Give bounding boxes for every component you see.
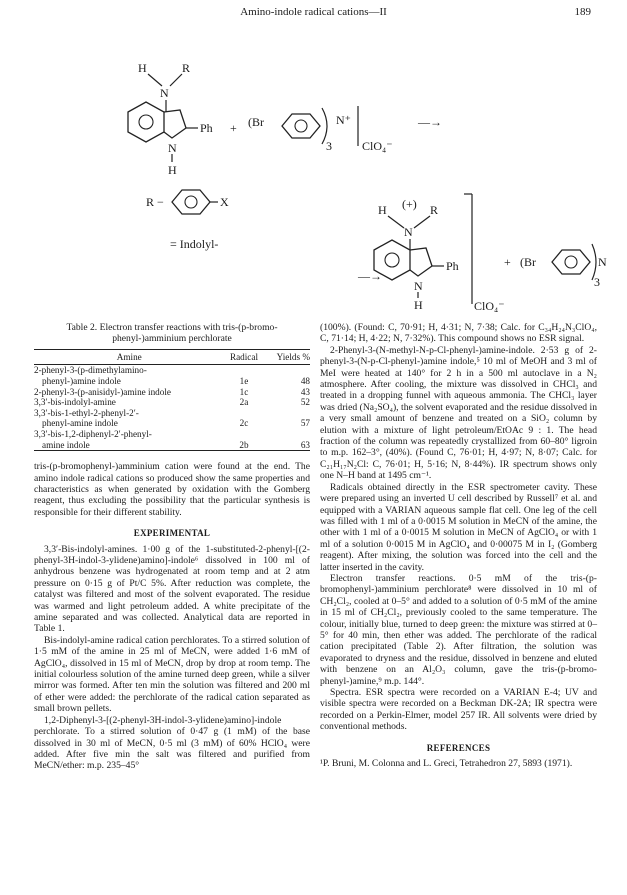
table-row: 2-phenyl-3-(p-dimethylamino- — [34, 365, 147, 376]
indole-reactant — [128, 61, 213, 177]
paragraph: Bis-indolyl-amine radical cation perchlorates. To a stirred solution of 1·5 mM of the amine in 25 ml of MeCN, were added 1·6 mM of AgClO₄, dissolved in 15 ml of MeCN, drop by drop at room temp. The initial colourless solution of the amine turned deep green, while a silver mirror was formed. After ten min the solution was filtered and 200 ml of ether were added: the perchlorate of the radical cation separated as small brown pellets. — [34, 634, 310, 715]
svg-text:X: X — [220, 195, 229, 209]
plus-sign-2: + — [504, 255, 511, 269]
svg-text:R: R — [182, 61, 191, 75]
col-header-yields: Yields % — [264, 349, 311, 365]
paragraph: Spectra. ESR spectra were recorded on a VARIAN E-4; UV and visible spectra were recorded on a Beckman DK-2A; IR spectra were recorded on a Perkin-Elmer, model 257 IR. All solvents were dried by conventional methods. — [320, 687, 597, 733]
svg-text:H: H — [414, 298, 423, 312]
svg-text:H: H — [378, 203, 387, 217]
svg-text:N: N — [404, 225, 413, 239]
table-row: phenyl-)amine indole 1e 48 — [42, 376, 310, 386]
running-header: Amino-indole radical cations—II — [240, 6, 387, 18]
table-row: phenyl-amine indole 2c 57 — [42, 418, 310, 429]
svg-text:N: N — [414, 279, 423, 293]
svg-text:ClO₄⁻: ClO₄⁻ — [362, 139, 393, 153]
amminium-reagent — [248, 106, 393, 153]
paragraph: 2-Phenyl-3-(N-methyl-N-p-Cl-phenyl-)amine-indole. 2·53 g of 2-phenyl-3-(N-p-Cl-phenyl-)amine indole,⁵ 10 ml of MeOH and 3 ml of MeI were heated at 140° for 2 h in a 500 ml autoclave in a N₂ atmosphere. After cooling, the mixture was dissolved in CHCl₃ and treated in a dropping funnel with aqueous ammonia. The CHCl₃ layer was dried (Na₂SO₄), the solvent evaporated and the residue dissolved in a very small amount of benzene and treated on a SiO₂ column by elution with a mixture of light petroleum/EtOAc 9 : 1. The head fraction of the column was repeatedly crystallized from 60–80° ligroin to m.p. 162–3°, (40%). (Found C, 76·01; H, 4·97; N, 8·07; Calc. for C₂₁H₁₇N₂Cl: C, 76·01; H, 5·16; N, 8·44%). IR spectrum shows only one N–H band at 1495 cm⁻¹. — [320, 344, 597, 482]
svg-text:R −: R − — [146, 195, 164, 209]
table-row: 3,3′-bis-1,2-diphenyl-2′-phenyl- — [34, 428, 152, 439]
paragraph: Electron transfer reactions. 0·5 mM of the tris-(p-bromophenyl-)amminium perchlorate⁸ were dissolved in 10 ml of CH₂Cl₂, cooled at 0–5° and added to a solution of 0·5 mM of the amine in 15 ml of CH₂Cl₂, previously cooled to the same temperature. The colour, initially blue, turned to deep green: the mixture was stirred at 0–5° for 40 min, then ether was added. The perchlorate of the radical cation precipitated (Table 2). After filtration, the solution was evaporated to dryness and the residue, dissolved in benzene and eluted with benzene on an Al₂O₃ column, gave the tris-(p-bromo-phenyl-)amine,⁹ m.p. 144°. — [320, 572, 597, 687]
svg-text:Ph: Ph — [446, 259, 459, 273]
col-header-radical: Radical — [224, 349, 263, 365]
radical-cation-product — [374, 194, 505, 312]
paragraph: 1,2-Diphenyl-3-[(2-phenyl-3H-indol-3-ylidene)amino]-indole perchlorate. To a stirred solution of 0·47 g (1 mM) of the base dissolved in 30 ml of MeCN, 0·5 ml (3 mM) of 60% HClO₄ were added. After five min the salt was filtered and purified from MeCN/ether: m.p. 235–45° — [34, 714, 310, 772]
reference-item: ¹P. Bruni, M. Colonna and L. Greci, Tetrahedron 27, 5893 (1971). — [320, 758, 573, 770]
electron-transfer-table — [34, 349, 310, 451]
table-row: 2-phenyl-3-(p-anisidyl-)amine indole 1c 43 — [34, 386, 310, 397]
table-row: 3,3′-bis-1-ethyl-2-phenyl-2′- — [34, 407, 139, 418]
plus-sign: + — [230, 121, 237, 135]
svg-text:H: H — [168, 163, 177, 177]
svg-text:Ph: Ph — [200, 121, 213, 135]
intro-paragraph: tris-(p-bromophenyl-)amminium cation were found at the end. The amino indole radical cations so produced show the same properties and characteristics as when generated by oxidation with the Gomberg reagent, thus excluding the possibility that the particular synthesis is responsible for their different stability. — [34, 461, 310, 518]
table-row: 3,3′-bis-indolyl-amine 2a 52 — [34, 397, 310, 408]
svg-text:(+): (+) — [402, 197, 417, 211]
svg-text:3: 3 — [326, 139, 332, 153]
svg-text:N: N — [168, 141, 177, 155]
reaction-scheme — [20, 22, 610, 312]
triarylamine-product — [520, 244, 607, 289]
references-heading: REFERENCES — [426, 742, 491, 753]
paragraph: (100%). (Found: C, 70·91; H, 4·31; N, 7·38; Calc. for C₃₄H₂₄N₃ClO₄, C, 71·14; H, 4·22; N, 7·32%). This compound shows no ESR signal. — [320, 322, 597, 345]
svg-text:N: N — [598, 255, 607, 269]
svg-text:N: N — [160, 86, 169, 100]
left-column — [34, 322, 310, 772]
svg-text:(Br: (Br — [248, 115, 264, 129]
table-caption: Table 2. Electron transfer reactions with tris-(p-bromo- phenyl-)amminium perchlorate — [66, 322, 278, 345]
col-header-amine: Amine — [34, 349, 224, 365]
right-column — [320, 322, 597, 769]
reaction-arrow: —→ — [418, 115, 442, 129]
svg-text:(Br: (Br — [520, 255, 536, 269]
svg-text:3: 3 — [594, 275, 600, 289]
svg-text:= Indolyl-: = Indolyl- — [170, 237, 219, 251]
section-heading: EXPERIMENTAL — [133, 528, 211, 539]
r-definition — [146, 190, 229, 251]
page-number: 189 — [574, 6, 591, 18]
paragraph: Radicals obtained directly in the ESR spectrometer cavity. These were prepared using an inverted U cell described by Russell⁷ et al. and equipped with a VARIAN aqueous sample flat cell. One leg of the cell was filled with 1 ml of a 0·0015 M solution in MeCN of the amine, the other with 1 ml of a 0·0015 M solution in MeCN of AgClO₄ or with 1 ml of a solution 0·0015 M in AgClO₄ and 0·00075 M in I₂ (Gomberg reagent). After mixing, the solution was forced into the cell and the latter inserted in the cavity. — [320, 481, 597, 573]
table-row: amine indole 2b 63 — [34, 440, 310, 451]
svg-text:R: R — [430, 203, 439, 217]
svg-text:N⁺: N⁺ — [336, 113, 351, 127]
paragraph: 3,3′-Bis-indolyl-amines. 1·00 g of the 1-substituted-2-phenyl-[(2-phenyl-3H-indol-3-ylidene)amino]-indole⁶ dissolved in 100 ml of anhydrous benzene was hydrogenated at room temp and at 2 atm pressure on 0·15 g of Pt/C 5%. After reduction was complete, the catalyst was filtered and most of the solvent evaporated. The residue was warmed and light petroleum added. A white precipitate of the amine separated and was collected. Analytical data are reported in Table 1. — [34, 543, 310, 635]
svg-text:ClO₄⁻: ClO₄⁻ — [474, 299, 505, 312]
svg-text:H: H — [138, 61, 147, 75]
product-arrow: —→ — [358, 269, 382, 283]
